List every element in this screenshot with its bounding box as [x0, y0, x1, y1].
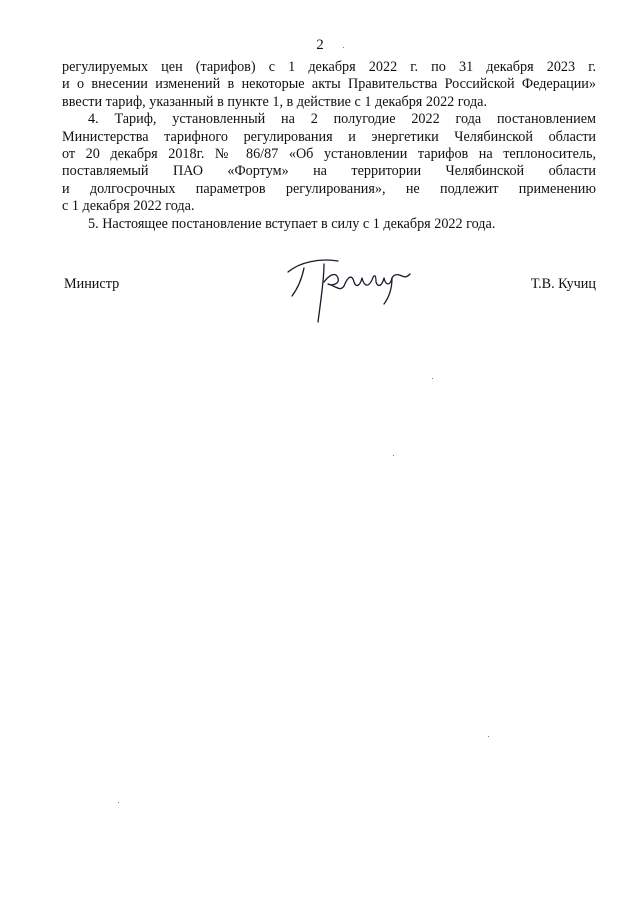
handwritten-signature — [280, 252, 414, 324]
paragraph-item-4 — [62, 111, 596, 215]
text-line: ввести тариф, указанный в пункте 1, в действие с 1 декабря 2022 года. — [62, 93, 488, 110]
scan-speck — [343, 47, 344, 48]
text-line: регулируемых цен (тарифов) с 1 декабря 2022 г. по 31 декабря 2023 г. — [62, 59, 596, 75]
scan-speck — [488, 736, 489, 737]
scan-speck — [118, 802, 119, 803]
text-line: 4. Тариф, установленный на 2 полугодие 2022 года постановлением — [88, 111, 596, 128]
text-line: и долгосрочных параметров регулирования», не подлежит применению — [62, 180, 596, 197]
text-line: поставляемый ПАО «Фортум» на территории Челябинской области — [62, 163, 596, 180]
text-line: с 1 декабря 2022 года. — [62, 198, 195, 215]
text-line: 5. Настоящее постановление вступает в силу с 1 декабря 2022 года. — [88, 215, 496, 232]
page-number: 2 — [316, 37, 324, 53]
signatory-title: Министр — [64, 276, 120, 292]
paragraph-item-5 — [62, 216, 596, 233]
text-line: от 20 декабря 2018г. № 86/87 «Об установлении тарифов на теплоноситель, — [62, 146, 596, 163]
scan-speck — [393, 455, 394, 456]
paragraph-continuation — [62, 59, 596, 111]
document-body — [62, 59, 596, 233]
text-line: Министерства тарифного регулирования и энергетики Челябинской области — [62, 128, 596, 145]
signature-block — [62, 270, 596, 330]
signatory-name: Т.В. Кучиц — [530, 276, 596, 292]
text-line: и о внесении изменений в некоторые акты Правительства Российской Федерации» — [62, 76, 596, 93]
scan-speck — [432, 378, 433, 379]
